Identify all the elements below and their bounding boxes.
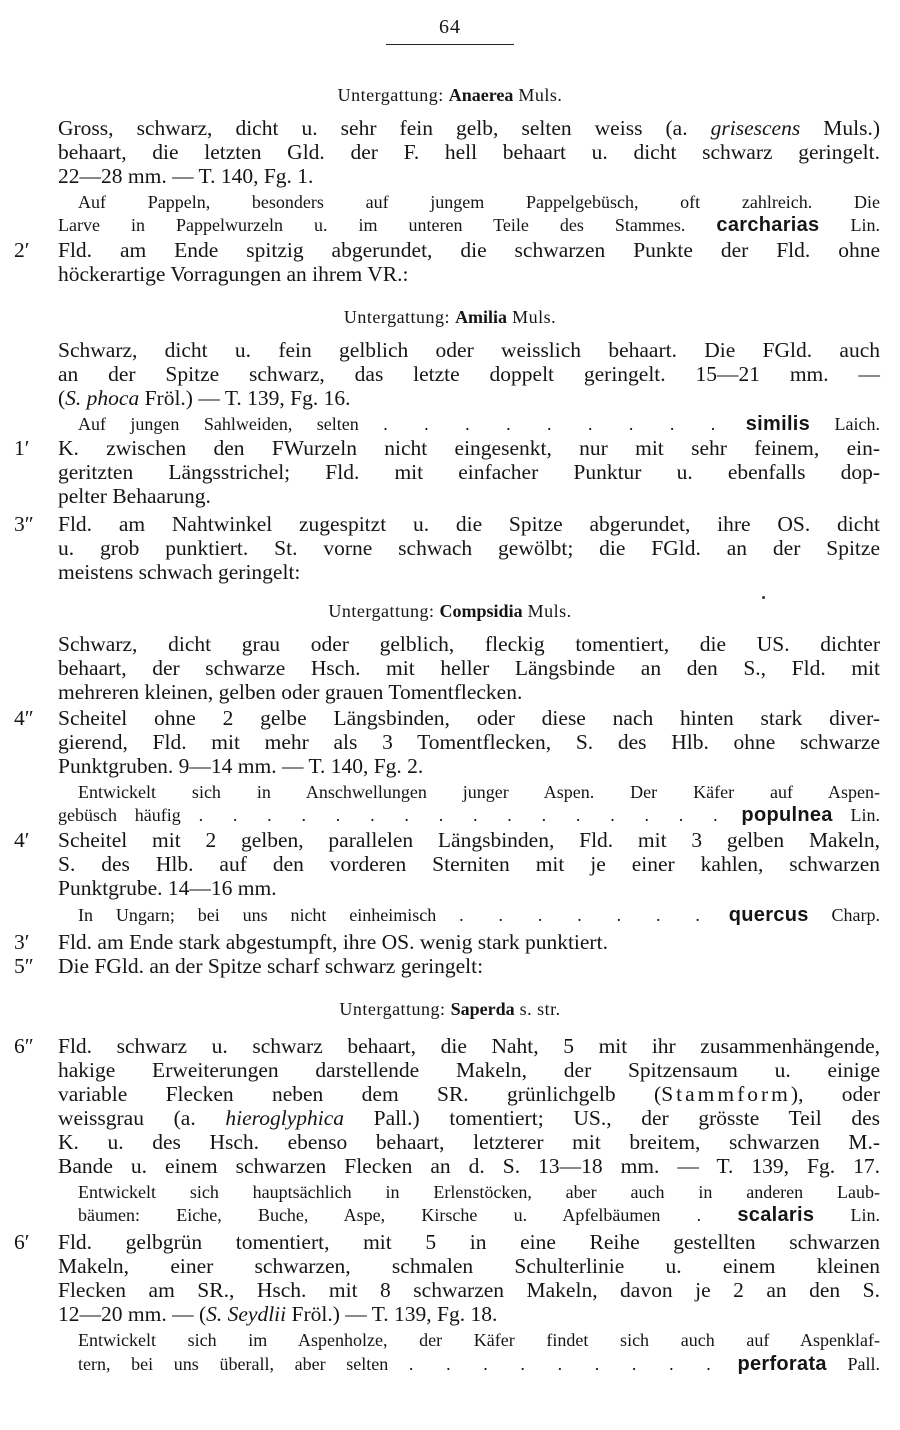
key-text-line bbox=[58, 852, 880, 876]
subgenus-heading bbox=[0, 998, 900, 1020]
key-text-line bbox=[58, 706, 880, 730]
subgenus-name: Saperda bbox=[450, 999, 515, 1019]
subgenus-heading-prefix: Untergattung: bbox=[343, 307, 451, 327]
key-text-line bbox=[58, 116, 880, 140]
subgenus-heading-prefix: Untergattung: bbox=[337, 85, 444, 105]
key-text-line bbox=[58, 1130, 880, 1154]
key-text-line bbox=[58, 1058, 880, 1082]
text-run: gebüsch häufig bbox=[58, 805, 199, 825]
text-run: geritzten Längsstrichel; Fld. mit einfacher Punktur u. ebenfalls dop- bbox=[58, 460, 880, 484]
text-run: Scheitel ohne 2 gelbe Längsbinden, oder diese nach hinten stark diver- bbox=[58, 706, 880, 730]
habitat-note-line bbox=[78, 903, 880, 927]
text-run: ( bbox=[58, 386, 66, 410]
key-text-line bbox=[58, 1254, 880, 1278]
text-run: Fröl.) — T. 139, Fg. 16. bbox=[139, 386, 351, 410]
key-text-line bbox=[58, 656, 880, 680]
habitat-note-line bbox=[78, 1352, 880, 1376]
couplet-number: 1′ bbox=[14, 436, 30, 460]
text-run: ), oder bbox=[790, 1082, 880, 1106]
key-text-line bbox=[58, 1154, 880, 1178]
subgenus-heading bbox=[0, 306, 900, 328]
habitat-note-line bbox=[78, 190, 880, 214]
text-run: Auf jungen Sahlweiden, selten bbox=[78, 414, 384, 434]
subgenus-heading bbox=[0, 600, 900, 622]
subgenus-heading-prefix: Untergattung: bbox=[328, 601, 435, 621]
species-author: Lin. bbox=[832, 805, 881, 825]
text-run: Scheitel mit 2 gelben, parallelen Längsbinden, Fld. mit 3 gelben Makeln, bbox=[58, 828, 880, 852]
text-run: Fld. am Ende stark abgestumpft, ihre OS. wenig stark punktiert. bbox=[58, 930, 608, 954]
leader-dots: . . . . . . . . . . . . . . . . bbox=[198, 805, 724, 825]
key-text-line bbox=[58, 632, 880, 656]
key-text-line bbox=[58, 1106, 880, 1130]
text-run: Larve in Pappelwurzeln u. im unteren Teile des Stammes. bbox=[58, 215, 717, 235]
subgenus-name: Compsidia bbox=[439, 601, 523, 621]
key-text-line bbox=[58, 460, 880, 484]
italic-name: S. phoca bbox=[65, 386, 140, 410]
text-run: 22—28 mm. — T. 140, Fg. 1. bbox=[58, 164, 314, 188]
key-text-line bbox=[58, 262, 880, 286]
key-text-line bbox=[58, 512, 880, 536]
text-run: u. grob punktiert. St. vorne schwach gewölbt; die FGld. an der Spitze bbox=[58, 536, 880, 560]
italic-name: grisescens bbox=[710, 116, 801, 140]
subgenus-heading bbox=[0, 84, 900, 106]
species-author: Pall. bbox=[826, 1354, 880, 1374]
text-run: Fld. schwarz u. schwarz behaart, die Naht, 5 mit ihr zusammenhängende, bbox=[58, 1034, 880, 1058]
species-author: Laich. bbox=[810, 414, 881, 434]
text-run: Entwickelt sich im Aspenholze, der Käfer findet sich auch auf Aspenklaf- bbox=[78, 1330, 880, 1350]
couplet-number: 6″ bbox=[14, 1034, 34, 1058]
key-text-line bbox=[58, 436, 880, 460]
text-run: 12—20 mm. — ( bbox=[58, 1302, 207, 1326]
subgenus-name: Amilia bbox=[455, 307, 508, 327]
text-run: meistens schwach geringelt: bbox=[58, 560, 301, 584]
text-run bbox=[706, 905, 729, 925]
species-name: quercus bbox=[728, 904, 809, 926]
spaced-text: Stammform bbox=[661, 1082, 791, 1106]
key-text-line bbox=[58, 828, 880, 852]
subgenus-name: Anaerea bbox=[448, 85, 514, 105]
text-run: Entwickelt sich in Anschwellungen junger Aspen. Der Käfer auf Aspen- bbox=[78, 782, 880, 802]
print-speck bbox=[762, 596, 765, 599]
key-text-line bbox=[58, 1230, 880, 1254]
subgenus-author: Muls. bbox=[512, 307, 557, 327]
text-run: höckerartige Vorragungen an ihrem VR.: bbox=[58, 262, 409, 286]
text-run: Fld. gelbgrün tomentiert, mit 5 in eine Reihe gestellten schwarzen bbox=[58, 1230, 880, 1254]
text-run: Fröl.) — T. 139, Fg. 18. bbox=[286, 1302, 498, 1326]
text-run bbox=[724, 805, 742, 825]
text-run: Auf Pappeln, besonders auf jungem Pappelgebüsch, oft zahlreich. Die bbox=[78, 192, 880, 212]
page-number: 64 bbox=[439, 16, 461, 38]
subgenus-author: s. str. bbox=[519, 999, 561, 1019]
text-run: K. zwischen den FWurzeln nicht eingesenkt, nur mit sehr feinem, ein- bbox=[58, 436, 880, 460]
text-run bbox=[717, 1354, 738, 1374]
couplet-number: 4″ bbox=[14, 706, 34, 730]
key-text-line bbox=[58, 754, 880, 778]
species-author: Charp. bbox=[808, 905, 880, 925]
text-run: Die FGld. an der Spitze scharf schwarz geringelt: bbox=[58, 954, 484, 978]
key-text-line bbox=[58, 680, 880, 704]
habitat-note-line bbox=[78, 780, 880, 804]
key-text-line bbox=[58, 140, 880, 164]
habitat-note-line bbox=[78, 1328, 880, 1352]
text-run: Makeln, einer schwarzen, schmalen Schulterlinie u. einem kleinen bbox=[58, 1254, 880, 1278]
couplet-number: 4′ bbox=[14, 828, 30, 852]
species-name: similis bbox=[745, 413, 811, 435]
text-run: behaart, der schwarze Hsch. mit heller Längsbinde an den S., Fld. mit bbox=[58, 656, 880, 680]
key-text-line bbox=[58, 338, 880, 362]
leader-dots: . . . . . . . . . bbox=[408, 1354, 717, 1374]
species-author: Lin. bbox=[819, 215, 880, 235]
text-run: gierend, Fld. mit mehr als 3 Tomentflecken, S. des Hlb. ohne schwarze bbox=[58, 730, 880, 754]
text-run: tern, bei uns überall, aber selten bbox=[78, 1354, 409, 1374]
subgenus-heading-prefix: Untergattung: bbox=[339, 999, 446, 1019]
subgenus-author: Muls. bbox=[527, 601, 572, 621]
text-run: Gross, schwarz, dicht u. sehr fein gelb, selten weiss (a. bbox=[58, 116, 711, 140]
text-run: Schwarz, dicht u. fein gelblich oder weisslich behaart. Die FGld. auch bbox=[58, 338, 880, 362]
text-run: Punktgrube. 14—16 mm. bbox=[58, 876, 277, 900]
text-run: Entwickelt sich hauptsächlich in Erlenstöcken, aber auch in anderen Laub- bbox=[78, 1182, 880, 1202]
species-name: perforata bbox=[737, 1353, 827, 1375]
key-text-line bbox=[58, 238, 880, 262]
text-run: pelter Behaarung. bbox=[58, 484, 211, 508]
habitat-note-line bbox=[78, 412, 880, 436]
text-run: behaart, die letzten Gld. der F. hell behaart u. dicht schwarz geringelt. bbox=[58, 140, 880, 164]
text-run: Punktgruben. 9—14 mm. — T. 140, Fg. 2. bbox=[58, 754, 424, 778]
species-name: populnea bbox=[741, 804, 833, 826]
leader-dots: . . . . . . . bbox=[459, 905, 706, 925]
text-run: Bande u. einem schwarzen Flecken an d. S. 13—18 mm. — T. 139, Fg. 17. bbox=[58, 1154, 880, 1178]
text-run: an der Spitze schwarz, das letzte doppelt geringelt. 15—21 mm. — bbox=[58, 362, 880, 386]
text-run: Fld. am Ende spitzig abgerundet, die schwarzen Punkte der Fld. ohne bbox=[58, 238, 880, 262]
species-name: scalaris bbox=[737, 1204, 815, 1226]
couplet-number: 2′ bbox=[14, 238, 30, 262]
key-text-line bbox=[58, 536, 880, 560]
text-run: variable Flecken neben dem SR. grünlichgelb ( bbox=[58, 1082, 662, 1106]
text-run: Schwarz, dicht grau oder gelblich, fleckig tomentiert, die US. dichter bbox=[58, 632, 880, 656]
text-run: Pall.) tomentiert; US., der grösste Teil des bbox=[344, 1106, 880, 1130]
key-text-line bbox=[58, 484, 880, 508]
text-run bbox=[721, 414, 745, 434]
species-author: Lin. bbox=[814, 1205, 881, 1225]
habitat-note-line bbox=[78, 1203, 880, 1227]
species-name: carcharias bbox=[716, 214, 820, 236]
habitat-note-line bbox=[58, 213, 880, 237]
text-run: bäumen: Eiche, Buche, Aspe, Kirsche u. Apfelbäumen . bbox=[78, 1205, 738, 1225]
key-text-line bbox=[58, 560, 880, 584]
italic-name: S. Seydlii bbox=[206, 1302, 287, 1326]
key-text-line bbox=[58, 876, 880, 900]
text-run: K. u. des Hsch. ebenso behaart, letzterer mit breitem, schwarzen M.- bbox=[58, 1130, 880, 1154]
key-text-line bbox=[58, 1278, 880, 1302]
key-text-line bbox=[58, 386, 880, 410]
text-run: Fld. am Nahtwinkel zugespitzt u. die Spitze abgerundet, ihre OS. dicht bbox=[58, 512, 880, 536]
text-run: mehreren kleinen, gelben oder grauen Tomentflecken. bbox=[58, 680, 523, 704]
page-number-rule bbox=[386, 44, 514, 45]
couplet-number: 5″ bbox=[14, 954, 34, 978]
couplet-number: 6′ bbox=[14, 1230, 30, 1254]
habitat-note-line bbox=[58, 803, 880, 827]
text-run: weissgrau (a. bbox=[58, 1106, 226, 1130]
italic-name: hieroglyphica bbox=[225, 1106, 345, 1130]
key-text-line bbox=[58, 164, 880, 188]
key-text-line bbox=[58, 362, 880, 386]
leader-dots: . . . . . . . . . bbox=[383, 414, 722, 434]
key-text-line bbox=[58, 1302, 880, 1326]
key-text-line bbox=[58, 1082, 880, 1106]
habitat-note-line bbox=[78, 1180, 880, 1204]
couplet-number: 3′ bbox=[14, 930, 30, 954]
key-text-line bbox=[58, 1034, 880, 1058]
text-run: hakige Erweiterungen darstellende Makeln, der Spitzensaum u. einige bbox=[58, 1058, 880, 1082]
subgenus-author: Muls. bbox=[518, 85, 563, 105]
couplet-number: 3″ bbox=[14, 512, 34, 536]
key-text-line bbox=[58, 730, 880, 754]
text-run: Flecken am SR., Hsch. mit 8 schwarzen Makeln, davon je 2 an den S. bbox=[58, 1278, 880, 1302]
key-text-line bbox=[58, 954, 880, 978]
text-run: In Ungarn; bei uns nicht einheimisch bbox=[78, 905, 460, 925]
text-run: S. des Hlb. auf den vorderen Sterniten mit je einer kahlen, schwarzen bbox=[58, 852, 880, 876]
text-run: Muls.) bbox=[800, 116, 880, 140]
key-text-line bbox=[58, 930, 880, 954]
